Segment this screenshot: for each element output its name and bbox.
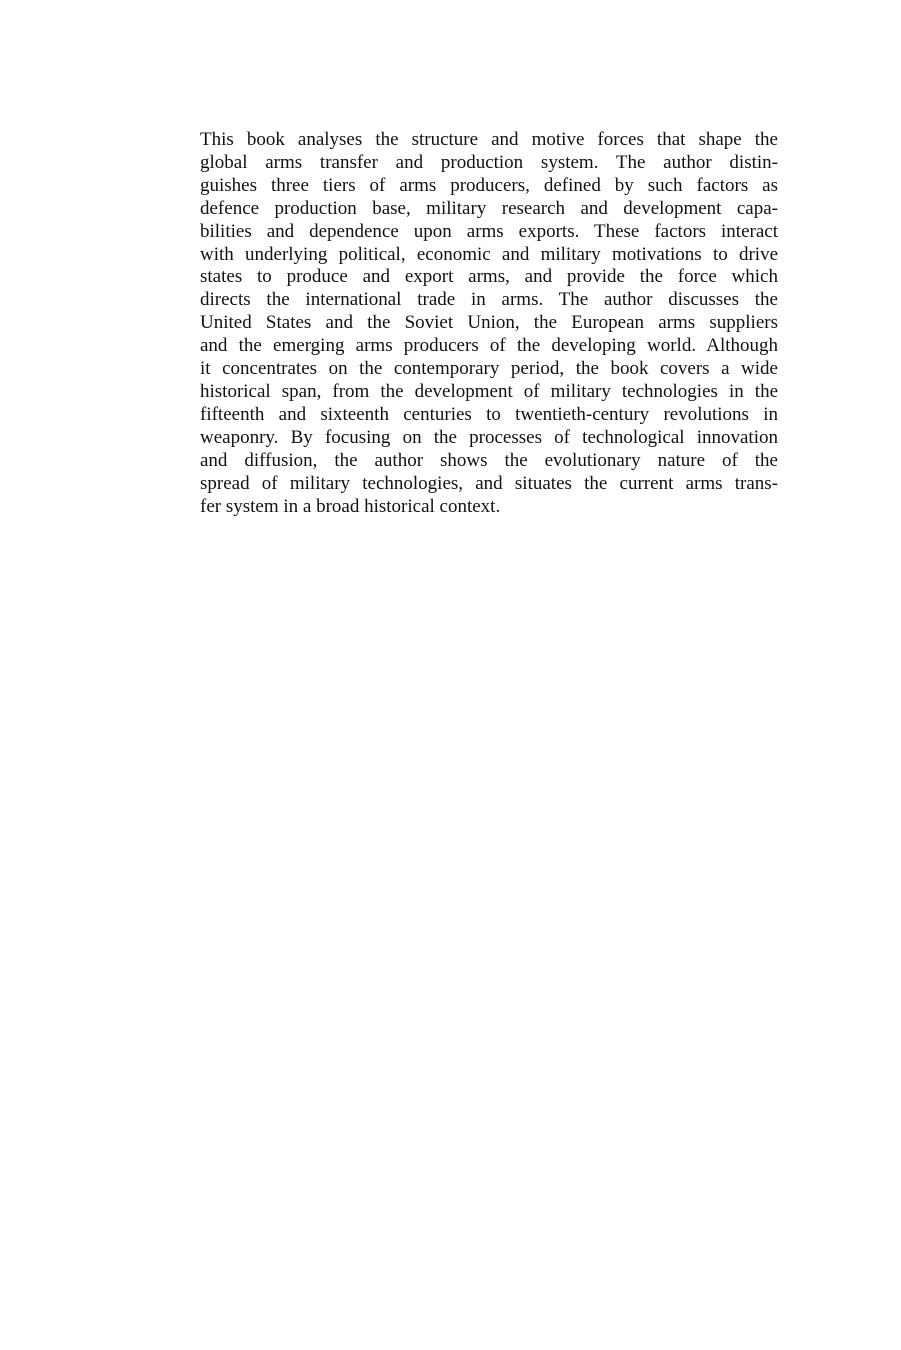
text-line: defence production base, military research and development capa-: [200, 197, 778, 219]
text-line: weaponry. By focusing on the processes of technological innovation: [200, 426, 778, 448]
text-line: spread of military technologies, and situates the current arms trans-: [200, 472, 778, 494]
text-line: states to produce and export arms, and provide the force which: [200, 266, 778, 288]
text-line: directs the international trade in arms. The author discusses the: [200, 289, 778, 311]
text-line: with underlying political, economic and military motivations to drive: [200, 243, 778, 265]
text-line: and diffusion, the author shows the evolutionary nature of the: [200, 449, 778, 471]
book-description: [200, 129, 778, 518]
text-line: global arms transfer and production system. The author distin-: [200, 151, 778, 173]
text-line: and the emerging arms producers of the developing world. Although: [200, 335, 778, 357]
text-line: This book analyses the structure and motive forces that shape the: [200, 129, 778, 150]
text-line: United States and the Soviet Union, the European arms suppliers: [200, 312, 778, 334]
text-line: it concentrates on the contemporary period, the book covers a wide: [200, 358, 778, 380]
text-line: historical span, from the development of military technologies in the: [200, 380, 778, 402]
text-line: bilities and dependence upon arms exports. These factors interact: [200, 220, 778, 242]
text-line: fer system in a broad historical context.: [200, 495, 501, 517]
text-line: fifteenth and sixteenth centuries to twentieth-century revolutions in: [200, 403, 778, 425]
text-line: guishes three tiers of arms producers, defined by such factors as: [200, 174, 778, 196]
